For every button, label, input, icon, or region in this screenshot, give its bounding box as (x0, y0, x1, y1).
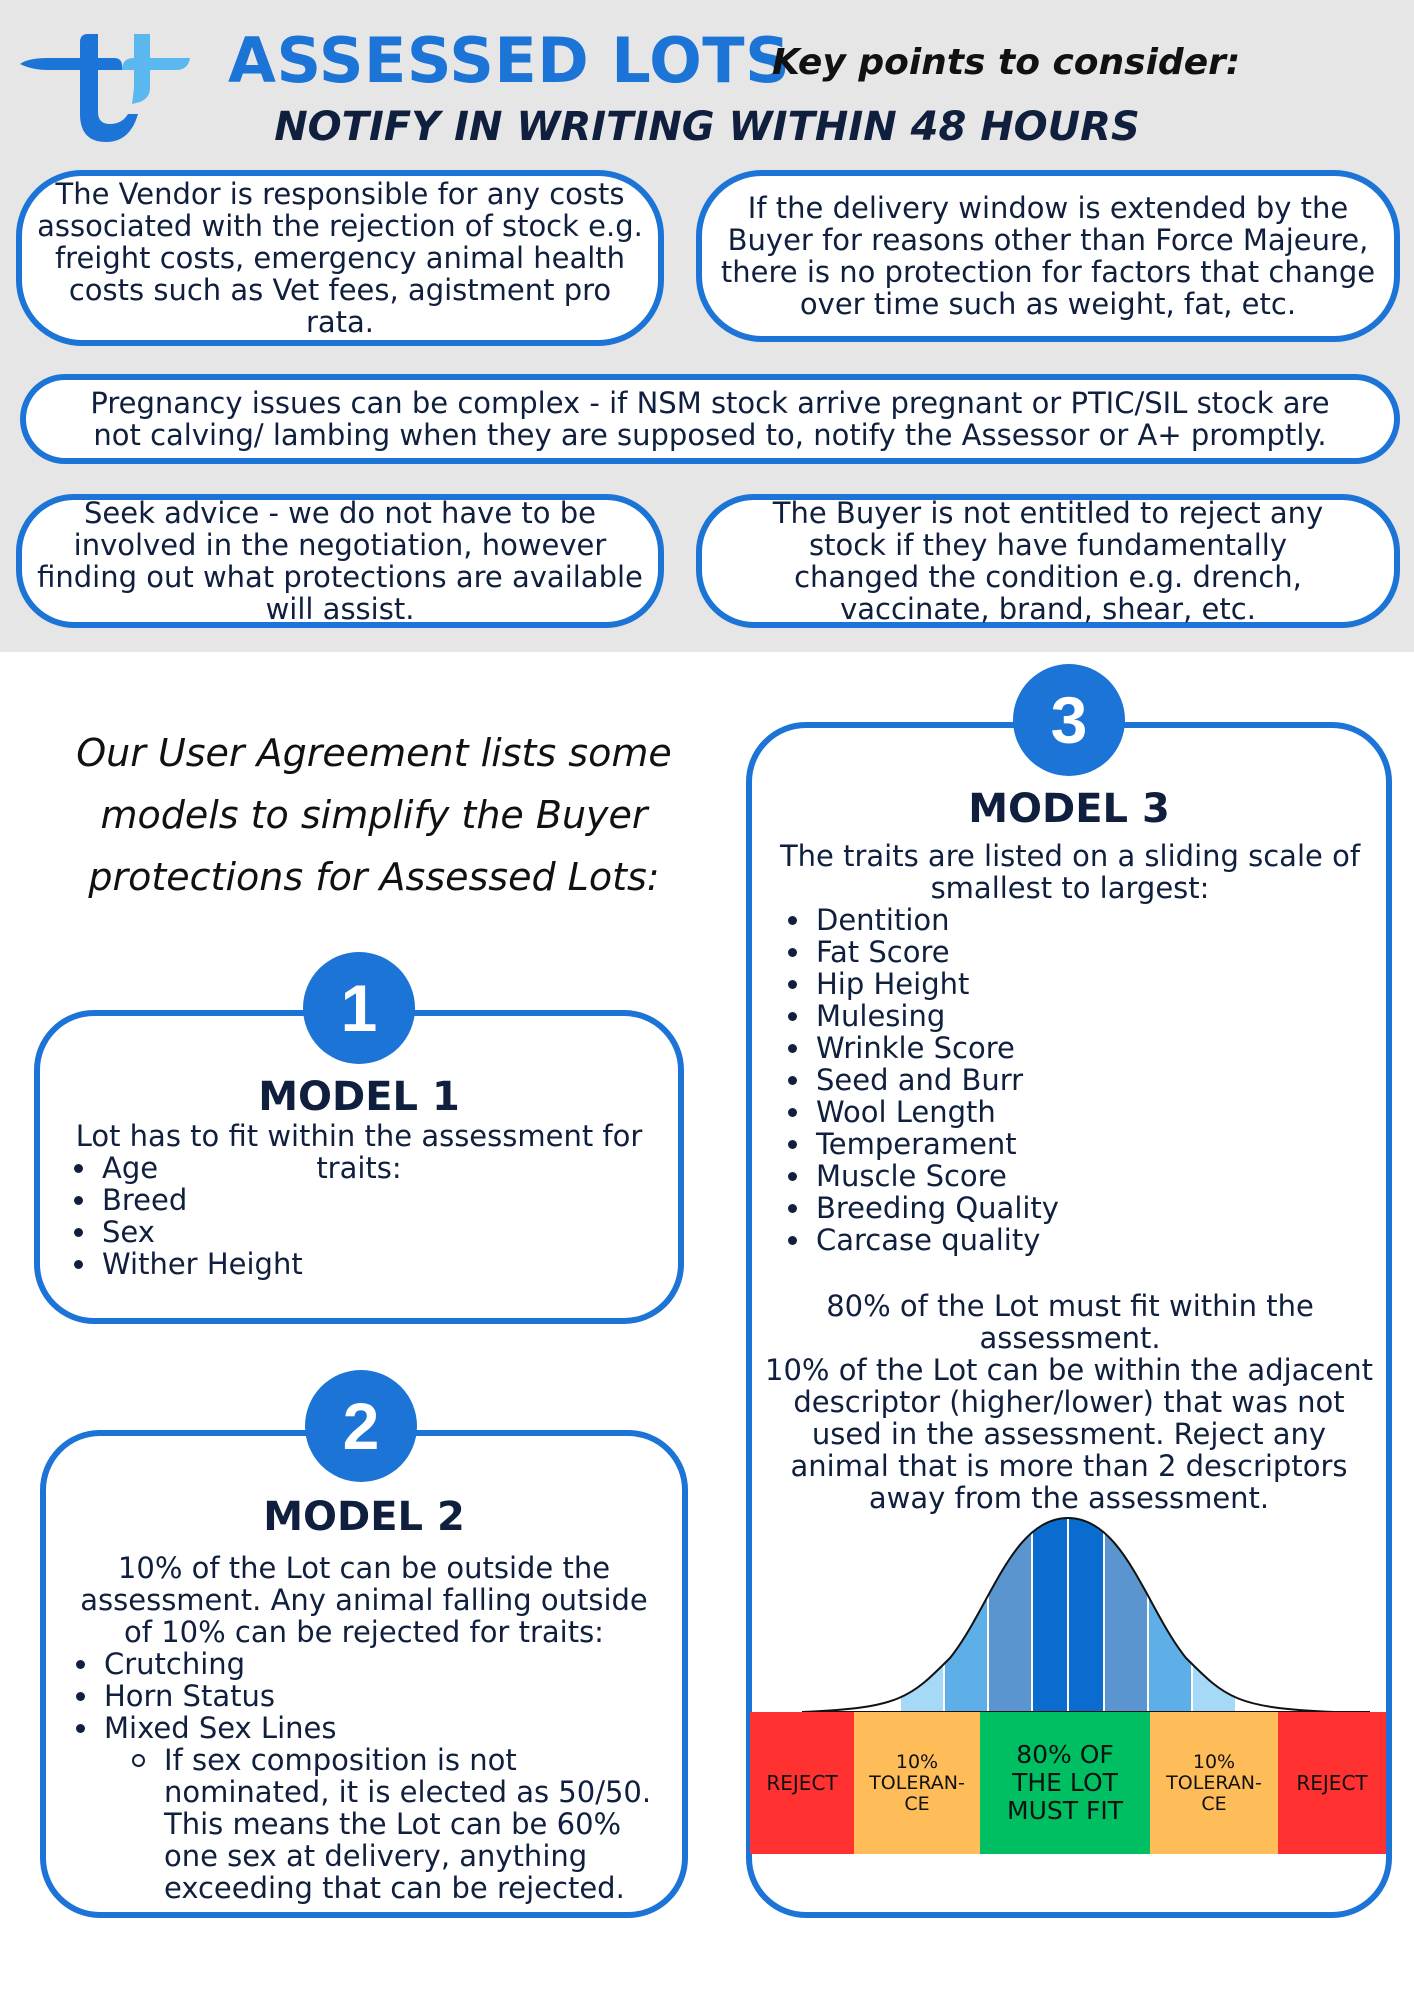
no-reject-point (696, 494, 1400, 628)
list-item: Sex (68, 1216, 648, 1248)
list-item: Wither Height (68, 1248, 648, 1280)
list-item: Horn Status (70, 1680, 676, 1712)
sex-composition-note: If sex composition is not nominated, it is elected as 50/50. This means the Lot can be 60% one sex at delivery, anything exceeding that can be rejected. (104, 1744, 676, 1904)
page-title: ASSESSED LOTS (228, 24, 791, 97)
no-reject-text: The Buyer is not entitled to reject any stock if they have fundamentally changed the condition e.g. drench, vaccinate, brand, shear, etc. (772, 496, 1324, 626)
model-2-badge: 2 (305, 1370, 417, 1482)
seek-advice-point (16, 494, 664, 628)
model-3-rule-10: 10% of the Lot can be within the adjacent descriptor (higher/lower) that was not used in the assessment. Reject any animal that is more than 2 descriptors away from the assessment. (765, 1353, 1373, 1515)
list-item: Age (68, 1152, 648, 1184)
bell-curve-graphic (750, 1508, 1386, 1714)
pregnancy-text: Pregnancy issues can be complex - if NSM stock arrive pregnant or PTIC/SIL stock are not calving/ lambing when they are supposed to, notify the Assessor or A+ promptly. (90, 386, 1330, 452)
models-intro: Our User Agreement lists some models to simplify the Buyer protections for Assessed Lots: (76, 731, 672, 899)
list-item: Temperament (782, 1128, 1362, 1160)
list-item: Dentition (782, 904, 1362, 936)
model-3-title: MODEL 3 (968, 786, 1170, 832)
reject-left-segment: REJECT (750, 1712, 854, 1854)
delivery-window-text: If the delivery window is extended by the Buyer for reasons other than Force Majeure, there is no protection for factors that change over time such as weight, fat, etc. (720, 191, 1376, 321)
list-item: Wool Length (782, 1096, 1362, 1128)
list-item: Breed (68, 1184, 648, 1216)
delivery-window-point (696, 170, 1400, 342)
model-1-title: MODEL 1 (258, 1074, 460, 1120)
list-item: Crutching (70, 1648, 676, 1680)
model-1-traits (68, 1152, 648, 1280)
pregnancy-point (20, 374, 1400, 464)
model-2-traits (70, 1648, 676, 1904)
tolerance-scale (750, 1712, 1386, 1854)
fit-center-segment: 80% OF THE LOT MUST FIT (980, 1712, 1150, 1854)
list-item: Hip Height (782, 968, 1362, 1000)
model-2-text: 10% of the Lot can be outside the assessment. Any animal falling outside of 10% can be rejected for traits: (80, 1551, 648, 1649)
model-3-text: The traits are listed on a sliding scale of smallest to largest: (779, 839, 1361, 905)
list-item: Wrinkle Score (782, 1032, 1362, 1064)
vendor-costs-text: The Vendor is responsible for any costs associated with the rejection of stock e.g. freight costs, emergency animal health costs such as Vet fees, agistment pro rata. (37, 177, 643, 339)
tolerance-left-segment: 10% TOLERAN-CE (854, 1712, 980, 1854)
list-item-label: Mixed Sex Lines (104, 1711, 337, 1745)
list-item: Breeding Quality (782, 1192, 1362, 1224)
model-1-text: Lot has to fit within the assessment for traits: (75, 1119, 643, 1185)
notify-heading: NOTIFY IN WRITING WITHIN 48 HOURS (274, 104, 1140, 150)
model-2-title: MODEL 2 (263, 1494, 465, 1540)
list-item: Fat Score (782, 936, 1362, 968)
model-3-traits (782, 904, 1362, 1256)
list-item: Muscle Score (782, 1160, 1362, 1192)
reject-right-segment: REJECT (1278, 1712, 1386, 1854)
tolerance-right-segment: 10% TOLERAN-CE (1150, 1712, 1278, 1854)
seek-advice-text: Seek advice - we do not have to be involved in the negotiation, however finding out what protections are available will assist. (37, 496, 643, 626)
key-points-heading: Key points to consider: (772, 42, 1241, 83)
list-item: Seed and Burr (782, 1064, 1362, 1096)
list-item: Mulesing (782, 1000, 1362, 1032)
model-3-rule-80: 80% of the Lot must fit within the assessment. (826, 1289, 1314, 1355)
model-3-badge: 3 (1013, 664, 1125, 776)
list-item: Carcase quality (782, 1224, 1362, 1256)
model-1-badge: 1 (303, 952, 415, 1064)
vendor-costs-point (16, 170, 664, 346)
model-2-sublist (104, 1744, 676, 1904)
list-item (70, 1712, 676, 1904)
